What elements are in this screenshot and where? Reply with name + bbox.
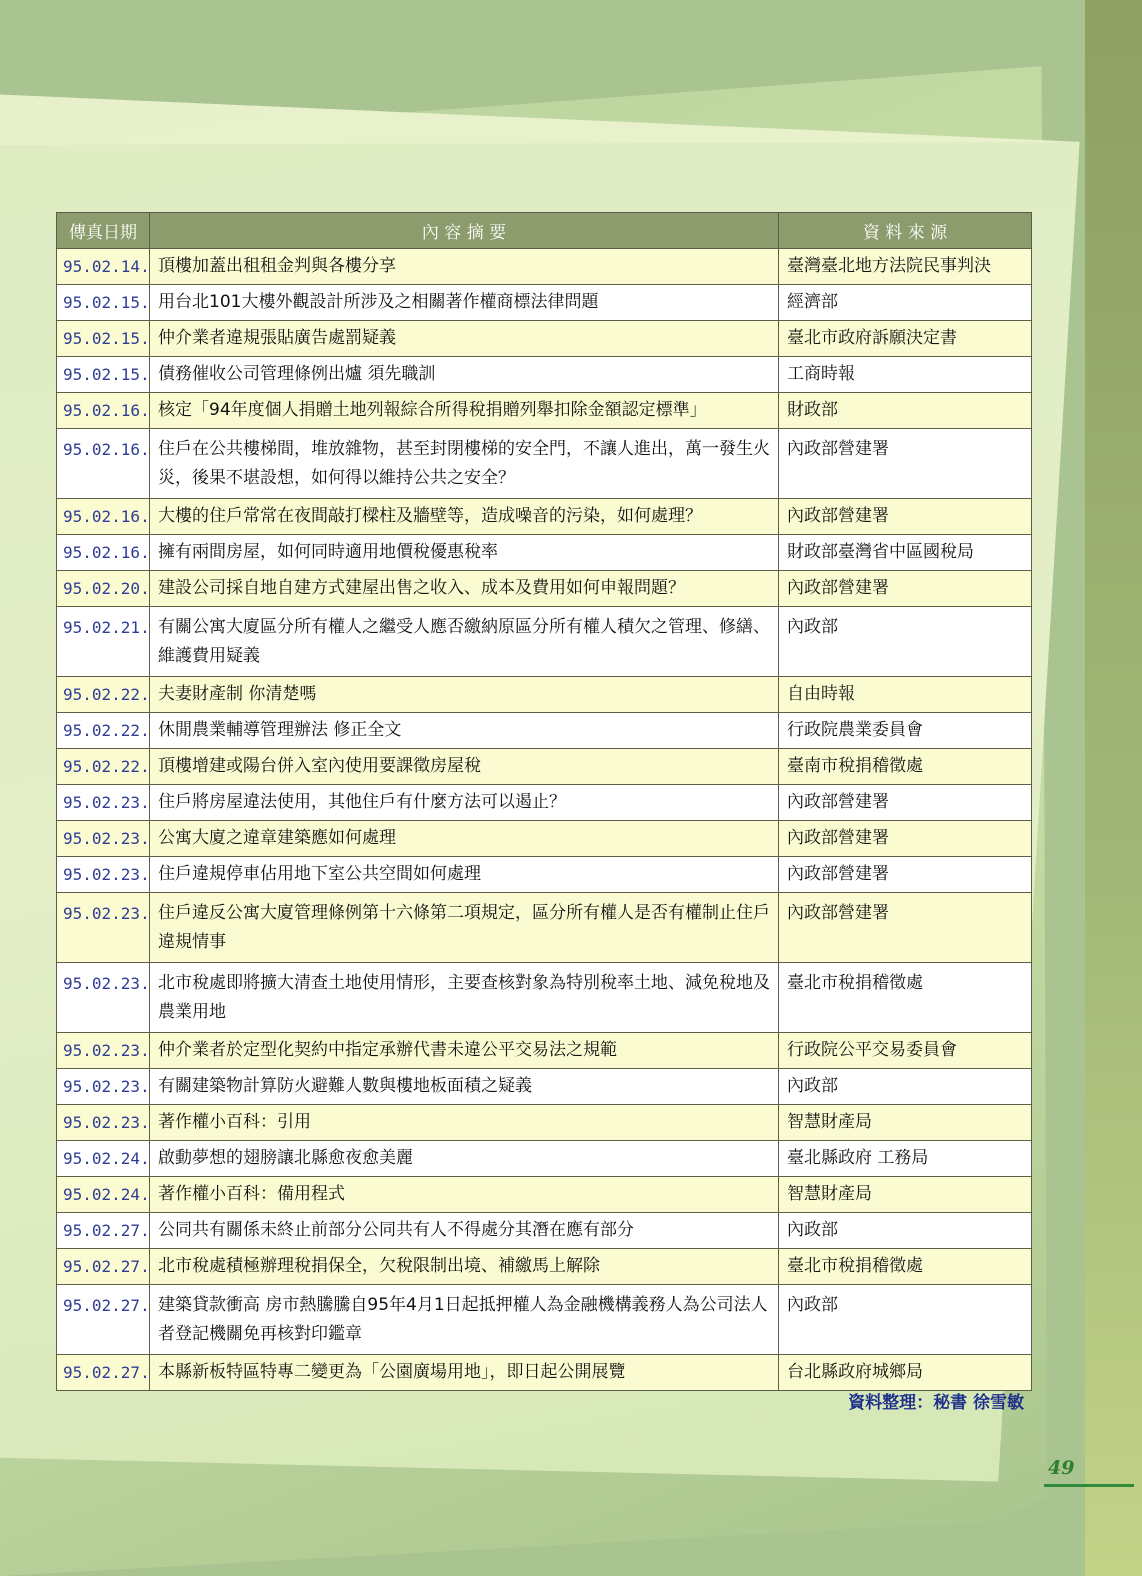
source-cell: 行政院公平交易委員會 [779, 1033, 1032, 1069]
summary-cell: 公寓大廈之違章建築應如何處理 [150, 821, 779, 857]
table-row [57, 321, 1032, 357]
header-source: 資 料 來 源 [779, 213, 1032, 249]
summary-cell: 住戶在公共樓梯間，堆放雜物，甚至封閉樓梯的安全門，不讓人進出，萬一發生火災，後果不堪設想，如何得以維持公共之安全？ [150, 429, 779, 499]
summary-cell: 有關建築物計算防火避難人數與樓地板面積之疑義 [150, 1069, 779, 1105]
date-cell: 95.02.15. [57, 357, 150, 393]
date-cell: 95.02.16. [57, 535, 150, 571]
date-cell: 95.02.23. [57, 785, 150, 821]
date-cell: 95.02.22. [57, 677, 150, 713]
date-cell: 95.02.20. [57, 571, 150, 607]
source-cell: 內政部 [779, 1285, 1032, 1355]
date-cell: 95.02.21. [57, 607, 150, 677]
summary-cell: 本縣新板特區特專二變更為「公園廣場用地」，即日起公開展覽 [150, 1355, 779, 1391]
source-cell: 內政部營建署 [779, 429, 1032, 499]
date-cell: 95.02.14. [57, 249, 150, 285]
source-cell: 內政部營建署 [779, 785, 1032, 821]
table-header-row [57, 213, 1032, 249]
table-row [57, 713, 1032, 749]
summary-cell: 北市稅處即將擴大清查土地使用情形，主要查核對象為特別稅率土地、減免稅地及農業用地 [150, 963, 779, 1033]
source-cell: 財政部臺灣省中區國稅局 [779, 535, 1032, 571]
summary-cell: 著作權小百科：備用程式 [150, 1177, 779, 1213]
date-cell: 95.02.27. [57, 1355, 150, 1391]
date-cell: 95.02.23. [57, 963, 150, 1033]
editor-credit: 資料整理：秘書 徐雪敏 [848, 1393, 1024, 1413]
page-number: 49 [1048, 1457, 1075, 1479]
table-row [57, 1177, 1032, 1213]
source-cell: 臺北市政府訴願決定書 [779, 321, 1032, 357]
table-row [57, 429, 1032, 499]
source-cell: 內政部營建署 [779, 821, 1032, 857]
table-row [57, 1033, 1032, 1069]
background-right-bar [1085, 0, 1142, 1576]
table-row [57, 963, 1032, 1033]
source-cell: 內政部營建署 [779, 857, 1032, 893]
source-cell: 行政院農業委員會 [779, 713, 1032, 749]
table-row [57, 749, 1032, 785]
table-row [57, 1069, 1032, 1105]
header-summary: 內 容 摘 要 [150, 213, 779, 249]
summary-cell: 夫妻財產制 你清楚嗎 [150, 677, 779, 713]
source-cell: 內政部 [779, 1213, 1032, 1249]
date-cell: 95.02.27. [57, 1213, 150, 1249]
table-row [57, 249, 1032, 285]
table-row [57, 1141, 1032, 1177]
date-cell: 95.02.23. [57, 1105, 150, 1141]
table-row [57, 893, 1032, 963]
table-row [57, 785, 1032, 821]
date-cell: 95.02.15. [57, 321, 150, 357]
summary-cell: 北市稅處積極辦理稅捐保全，欠稅限制出境、補繳馬上解除 [150, 1249, 779, 1285]
table-row [57, 393, 1032, 429]
summary-cell: 債務催收公司管理條例出爐 須先職訓 [150, 357, 779, 393]
table-row [57, 535, 1032, 571]
date-cell: 95.02.23. [57, 893, 150, 963]
source-cell: 臺南市稅捐稽徵處 [779, 749, 1032, 785]
table-body [57, 249, 1032, 1391]
date-cell: 95.02.16. [57, 499, 150, 535]
fax-schedule-table [56, 212, 1032, 1391]
source-cell: 財政部 [779, 393, 1032, 429]
table-row [57, 1249, 1032, 1285]
source-cell: 內政部營建署 [779, 499, 1032, 535]
source-cell: 工商時報 [779, 357, 1032, 393]
summary-cell: 大樓的住戶常常在夜間敲打樑柱及牆壁等，造成噪音的污染，如何處理？ [150, 499, 779, 535]
date-cell: 95.02.23. [57, 821, 150, 857]
date-cell: 95.02.27. [57, 1249, 150, 1285]
summary-cell: 公同共有關係未終止前部分公同共有人不得處分其潛在應有部分 [150, 1213, 779, 1249]
page-number-rule [1044, 1484, 1134, 1487]
date-cell: 95.02.23. [57, 1069, 150, 1105]
table-row [57, 857, 1032, 893]
summary-cell: 住戶違反公寓大廈管理條例第十六條第二項規定，區分所有權人是否有權制止住戶違規情事 [150, 893, 779, 963]
summary-cell: 住戶將房屋違法使用，其他住戶有什麼方法可以遏止？ [150, 785, 779, 821]
date-cell: 95.02.16. [57, 429, 150, 499]
date-cell: 95.02.24. [57, 1141, 150, 1177]
date-cell: 95.02.24. [57, 1177, 150, 1213]
summary-cell: 建設公司採自地自建方式建屋出售之收入、成本及費用如何申報問題？ [150, 571, 779, 607]
table-row [57, 821, 1032, 857]
table-row [57, 1285, 1032, 1355]
summary-cell: 有關公寓大廈區分所有權人之繼受人應否繳納原區分所有權人積欠之管理、修繕、維護費用疑義 [150, 607, 779, 677]
date-cell: 95.02.15. [57, 285, 150, 321]
date-cell: 95.02.27. [57, 1285, 150, 1355]
summary-cell: 頂樓增建或陽台併入室內使用要課徵房屋稅 [150, 749, 779, 785]
summary-cell: 啟動夢想的翅膀讓北縣愈夜愈美麗 [150, 1141, 779, 1177]
date-cell: 95.02.16. [57, 393, 150, 429]
table-row [57, 571, 1032, 607]
source-cell: 智慧財產局 [779, 1105, 1032, 1141]
summary-cell: 休閒農業輔導管理辦法 修正全文 [150, 713, 779, 749]
table-row [57, 1213, 1032, 1249]
source-cell: 臺北市稅捐稽徵處 [779, 1249, 1032, 1285]
summary-cell: 擁有兩間房屋，如何同時適用地價稅優惠稅率 [150, 535, 779, 571]
source-cell: 內政部 [779, 1069, 1032, 1105]
source-cell: 內政部營建署 [779, 571, 1032, 607]
table-row [57, 285, 1032, 321]
source-cell: 自由時報 [779, 677, 1032, 713]
source-cell: 台北縣政府城鄉局 [779, 1355, 1032, 1391]
summary-cell: 用台北101大樓外觀設計所涉及之相關著作權商標法律問題 [150, 285, 779, 321]
source-cell: 臺灣臺北地方法院民事判決 [779, 249, 1032, 285]
summary-cell: 著作權小百科：引用 [150, 1105, 779, 1141]
summary-cell: 仲介業者於定型化契約中指定承辦代書未違公平交易法之規範 [150, 1033, 779, 1069]
date-cell: 95.02.22. [57, 713, 150, 749]
summary-cell: 仲介業者違規張貼廣告處罰疑義 [150, 321, 779, 357]
source-cell: 經濟部 [779, 285, 1032, 321]
header-date: 傳真日期 [57, 213, 150, 249]
date-cell: 95.02.23. [57, 1033, 150, 1069]
date-cell: 95.02.23. [57, 857, 150, 893]
table-row [57, 357, 1032, 393]
source-cell: 內政部營建署 [779, 893, 1032, 963]
date-cell: 95.02.22. [57, 749, 150, 785]
source-cell: 智慧財產局 [779, 1177, 1032, 1213]
table-row [57, 1355, 1032, 1391]
table-row [57, 607, 1032, 677]
summary-cell: 住戶違規停車佔用地下室公共空間如何處理 [150, 857, 779, 893]
summary-cell: 建築貸款衝高 房市熱騰騰自95年4月1日起抵押權人為金融機構義務人為公司法人者登記機關免再核對印鑑章 [150, 1285, 779, 1355]
table-row [57, 1105, 1032, 1141]
source-cell: 內政部 [779, 607, 1032, 677]
table-row [57, 677, 1032, 713]
summary-cell: 核定「94年度個人捐贈土地列報綜合所得稅捐贈列舉扣除金額認定標準」 [150, 393, 779, 429]
summary-cell: 頂樓加蓋出租租金判與各樓分享 [150, 249, 779, 285]
source-cell: 臺北市稅捐稽徵處 [779, 963, 1032, 1033]
table-row [57, 499, 1032, 535]
source-cell: 臺北縣政府 工務局 [779, 1141, 1032, 1177]
